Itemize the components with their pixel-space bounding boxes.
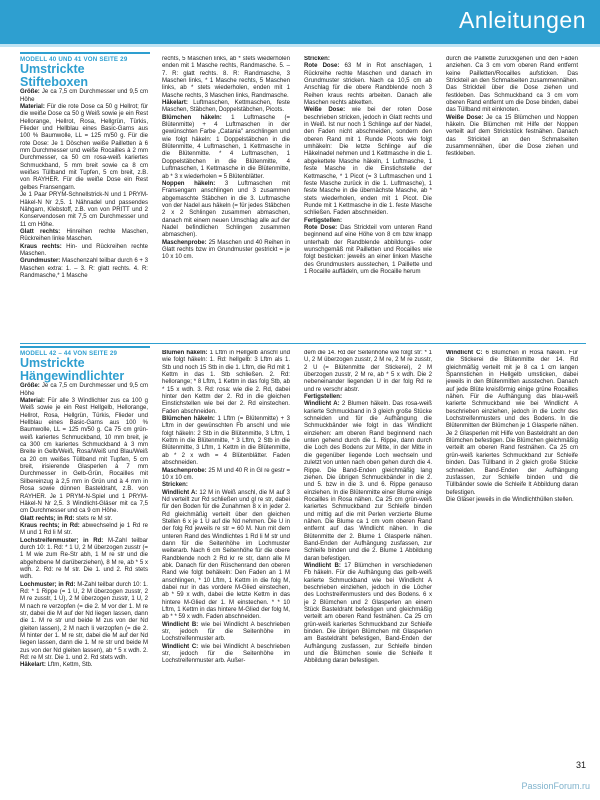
- paragraph: Weiße Dose: Je ca 15 Blümchen und Noppen häkeln. Die Blümchen mit Hilfe der Noppen verteilt auf dem Strickstück festnähen. Danach das Strickteil an den Schmalseiten zusammennähen, über die Dose ziehen und festkleben.: [446, 114, 578, 158]
- paragraph: Windlicht A: 2 Blumen häkeln. Das rosa-weiß karierte Schmuckband in 3 gleich große Stücke schneiden und für die Aufhängung die Schmuckbänder wie folgt in das Windlicht einziehen: am oberen Rand beginnend nach unten gehend durch die 1. Rippe, dann durch die Loch des Bodens zur Mitte, in der Mitte in die gegenüber liegende Loch wechseln und zuletzt von unten nach oben gehen durch die 4. Rippe. Die Band-Enden gleichmäßig lang ziehen. Die übrigen Schmuckbänder in die 2. und 5. bzw in die 3. und 6. Rippe genauso einziehen. In die Blütenmitte einer Blume einige Rocailles in Rosa nähen. Ca 25 cm grün-weiß kariertes Schmuckband zur Schleife binden und mittig auf die mit Perlen verzierte Blume nähen. Die Blume ca 1 cm vom oberen Rand entfernt auf das Windlicht nähen. In die Blütenmitte der 2. Blume 1 Glasperle nähen. Band-Enden der Aufhängung zusfassen, zur Schleife binden und die 2. Blume 1 Abbildung daran befestigen.: [304, 401, 432, 562]
- paragraph: Blümchen häkeln: 1 Luftmasche (= Blütenmitte) + 4 Luftmaschen in der gewünschten Farbe „Catania" anschlingen und wie folgt häkeln: 1 Doppelstäbchen in die Blütenmitte, 4 Luftmaschen, 1 Kettmasche in die Blütenmitte. * 4 Luftmaschen, 1 Doppelstäbchen in die Blütenmitte, 4 Luftmaschen, 1 Kettmasche in die Blütenmitte, ab * 3 x wiederholen = 5 Blütenblätter.: [162, 114, 290, 180]
- paragraph: Material: Für die rote Dose ca 50 g Hellrot; für die weiße Dose ca 50 g Weiß sowie je ein Rest Hellorange, Hellrot, Rosa, Hellgrün, Türkis, Flieder und Hellblau eines Basic-Garns aus 100 % Baumwolle, LL = 125 m/50 g. Für die rote Dose: Je 1 Döschen weiße Pailletten à 6 mm Durchmesser und weiße Rocailles à 2 mm Durchmesser, ca 50 cm rosa-weiß kariertes Schmuckband, 5 mm breit sowie ca 8 cm weißes Tüllband mit Tupfen, 5 cm breit, z.B. von RAYHER. Für die weiße Dose ein Rest gelbes Fransengarn.: [20, 104, 148, 191]
- paragraph: Kraus rechts; in Rd: abwechselnd je 1 Rd re M und 1 Rd li M str.: [20, 522, 148, 537]
- section2-column-2: [162, 350, 290, 755]
- paragraph: Die Gläser jeweils in die Windlichthüllen stellen.: [446, 496, 574, 503]
- paragraph: Noppen häkeln: 3 Luftmaschen mit Fransengarn anschlingen und 3 zusammen abgemaschte Stäbchen in die 3. Luftmasche von der Nadel aus häkeln (= für jedes Stäbchen 2 x 2 Schlingen zusammen abmaschen, danach mit einem neuen Umschlag alle auf der Nadel befindlichen Schlingen zusammen abmaschen).: [162, 180, 290, 239]
- section1-col2-text: [162, 56, 290, 262]
- page-title: Anleitungen: [459, 7, 586, 33]
- header-divider: [0, 44, 600, 47]
- paragraph: Windlicht C: wie bei Windlicht A beschrieben str, jedoch für die Seitenhöhe im Lochstreifenmuster arb. Außer-: [162, 643, 290, 665]
- paragraph: Rote Dose: 63 M in Rot anschlagen, 1 Rückreihe rechte Maschen und danach im Grundmuster stricken. Nach ca 10,5 cm ab Anschlag für die obere Randblende noch 3 Reihen kraus rechts arbeiten. Danach alle Maschen rechts abketten.: [304, 63, 432, 107]
- section2-column-4: [446, 350, 578, 755]
- paragraph: Größe: Je ca 7,5 cm Durchmesser und 9,5 cm Höhe: [20, 89, 148, 103]
- paragraph: Windlicht B: wie bei Windlicht A beschrieben str, jedoch für die Seitenhöhe im Lochstreifenmuster arb.: [162, 621, 290, 643]
- paragraph: Fertigstellen:: [304, 394, 342, 401]
- section1-title: Umstrickte Stifteboxen: [20, 62, 89, 90]
- paragraph: Fertigstellen:: [304, 217, 342, 224]
- paragraph: Je 1 Paar PRYM-Schnellstrick-N und 1 PRYM-Häkel-N Nr 2,5. 1 Nähnadel und passendes Nähgarn, Klebstoff, z.B. von von PRITT und 2 Konservendosen mit 7,5 cm Durchmesser und 11 cm Höhe.: [20, 192, 148, 228]
- paragraph: Windlicht B: 17 Blümchen in verschiedenen Fb häkeln. Für die Aufhängung das gelb-weiß karierte Schmuckband wie bei Windlicht A beschrieben einziehen, jedoch in die Löcher des Lochstreifenmusters und des Bodens. 6 x je 2 Blümchen und 2 Glasperlen an einem Stück Basteldraht befestigen und gleichmäßig verteilt am oberen Rand festnähen. Ca 25 cm grün-weiß kariertes Schmuckband zur Schleife binden. Die übrigen Blümchen mit Glasperlen am Basteldraht befestigen, Band-Enden der Aufhängung zusfassen, zur Schleife binden und die Blümchen sowie die Schleife lt Abbildung daran befestigen.: [304, 562, 432, 665]
- paragraph: dem die 14. Rd der Seitenhöhe wie folgt str: * 1 U, 2 M überzogen zusstr, 2 M re, 2 M re zusstr, 2 U (= Blütenmitte der Stickerei), 2 M überzogen zusstr, 2 M re, ab * 5 x wdh. Die 2 nebeneinander liegenden U in der folg Rd re und re verschr abstr.: [304, 350, 432, 393]
- section1-column-3: [304, 56, 432, 341]
- section2-title: Umstrickte Hängewindlichter: [20, 356, 125, 384]
- section1-col4-text: [446, 56, 578, 159]
- section2-accent-bar: [20, 346, 150, 348]
- section1-model-label: MODELL 40 UND 41 VON SEITE 29: [20, 56, 128, 63]
- paragraph: Weiße Dose: wie bei der roten Dose beschrieben stricken, jedoch in Glatt rechts und in Weiß. Ist nur noch 1 Schlinge auf der Nadel, den Faden nicht abschneiden, sondern den oberen Rand mit 1 Runde Picots wie folgt umhäkeln: Die letzte Schlinge auf die Häkelnadel nehmen und 1 Kettmasche in die 1. abgekettete Masche häkeln, 1 Luftmasche, 1 feste Masche in die Einstichstelle der Kettmasche, * 1 Picot (= 3 Luftmaschen und 1 feste Masche zurück in die 1. Luftmasche), 1 feste Masche in die übernächste Masche, ab * stets wiederholen, enden mit 1 Picot. Die Runde mit 1 Kettmasche in die 1. feste Masche schließen. Faden abschneiden.: [304, 107, 432, 217]
- section1-accent-bar: [20, 52, 150, 54]
- paragraph: Lochstreifenmuster; in Rd: M-Zahl teilbar durch 10: 1. Rd: * 1 U, 2 M überzogen zusstr (= 1 M wie zum Re-Str abh, 1 M re str und die abgehobene M darüberziehen), 8 M re, ab * 5 x wdh. 2. Rd: re M str. Die 1. und 2. Rd stets wdh.: [20, 537, 148, 581]
- section-divider: [20, 343, 586, 344]
- paragraph: Maschenprobe: 25 M und 40 R in Gl re gestr = 10 x 10 cm.: [162, 467, 290, 481]
- section2-column-1: [20, 350, 148, 755]
- section2-col2-text: [162, 350, 290, 666]
- section1-col3-text: [304, 56, 432, 276]
- paragraph: rechts, 5 Maschen links, ab * stets wiederholen enden mit 1 Masche rechts, Randmasche. 5. – 7. R: glatt rechts. 8. R: Randmasche, 3 Maschen links, * 1 Masche rechts, 5 Maschen links, ab * stets wiederholen, enden mit 1 Masche rechts, 3 Maschen links, Randmasche.: [162, 56, 290, 99]
- section2-col4-text: [446, 350, 578, 504]
- paragraph: Grundmuster: Maschenzahl teilbar durch 6 + 3 Maschen extra: 1. – 3. R: glatt rechts. 4. R: Randmasche,* 1 Masche: [20, 258, 148, 279]
- paragraph: Stricken:: [304, 56, 330, 62]
- paragraph: Windlicht A: 12 M in Weiß anschl, die M auf 3 Nd verteilt zur Rd schließen und gl re str, dabei für den Boden für die Zunahmen 8 x in jeder 2. Rd gleichmäßig verteilt über den gleichen Stellen 6 x je 1 U auf die Nd nehmen. Die U in der folg Rd jeweils re str = 60 M. Nun mit dem unteren Rand des Windlichtes 1 Rd li M str und dann für die Seitenhöhe im Lochmuster weiterarb. Nach 6 cm Seitenhöhe für die obere Randblende noch 2 Rd kr re str, dann alle M abk. Danach für den Rüschenrand den oberen Rand wie folgt behäkeln: Den Faden an 1 M anschlingen, * 10 Lftm, 1 Kettm in die folg M, dabei nur in das vordere M-Glied einstechen, ab * 59 x wdh, dabei die letzte Kettm in das hintere M-Glied der 1. M einstechen. * * 10 Lftm, 1 Kettm in das hintere M-Glied der folg M, ab * * 59 x wdh. Faden abschneiden.: [162, 489, 290, 621]
- paragraph: durch die Paillette zurückgehen und den Faden anziehen. Ca 3 cm vom oberen Rand entfernt keine Pailletten/Rocailles aufsticken. Das Strickteil an den Schmalseiten zusammennähen. Das Strickteil über die Dose ziehen und festkleben. Das Schmuckband ca 3 cm vom oberen Rand entfernt um die Dose binden, dabei das Tüllband mit einknoten.: [446, 56, 578, 114]
- paragraph: Häkelart: Lftm, Kettm, Stb.: [20, 662, 93, 669]
- paragraph: Blumen häkeln: 1 Lftm in Hellgelb anschl und wie folgt häkeln: 1. Rd: hellgelb: 3 Lftm als 1. Stb und noch 15 Stb in die 1. Lftm, die Rd mit 1 Kettm in das 1. Stb schließen. 2. Rd: hellorange; * 8 Lftm, 1 Kettm in das folg Stb, ab * 15 x wdh. 3. Rd: rosa: wie die 2. Rd, dabei hinter den Kettm der 2. Rd in die gleichen Einstichstellen wie bei der 2. Rd einstechen. Faden abschneiden.: [162, 350, 290, 415]
- paragraph: Größe: Je ca 7,5 cm Durchmesser und 9,5 cm Höhe: [20, 383, 148, 397]
- paragraph: Rote Dose: Das Strickteil vom unteren Rand beginnend auf eine Höhe von 8 cm bzw knapp unterhalb der Randblende abbildungs- oder wunschgemäß mit Pailletten und Rocailles wie folgt besticken: jeweils an einer linken Masche des Grundmusters ausstechen, 1 Paillette und 1 Rocaille auffädeln, um die Rocaille herum: [304, 224, 432, 275]
- watermark: PassionForum.ru: [521, 781, 590, 791]
- section2-model-label: MODELL 42 – 44 VON SEITE 29: [20, 350, 118, 357]
- paragraph: Windlicht C: 6 Blümchen in Rosa häkeln. Für die Stickerei die Blütenmitte der 14. Rd gleichmäßig verteilt mit je 8 ca 1 cm langen Spannstichen in Hellgelb umsticken, dabei jeweils in den Blütenmitten ausstechen. Danach auf jede Blüte kreisförmig einige grüne Rocailles nähen. Für die Aufhängung das blau-weiß karierte Schmuckband wie bei Windlicht A beschrieben einziehen, jedoch in die Lochr des Lochstreifenmusters und des Bodens. In die Blütenmitten der Blümchen je 1 Glasperle nähen. Je 2 Glasperlen mit Hilfe von Basteldraht an den Blümchen befestigen. Die Blümchen gleichmäßig verteilt am oberen Rand festnähen. Ca 25 cm grün-weiß kariertes Schmuckband zur Schleife binden. Das Tüllband in 2 gleich große Stücke schneiden. Band-Enden der Aufhängung zusfassen, zur Schleife binden und die Tüllbänder sowie die Schleife lt Abbildung daran befestigen.: [446, 350, 578, 496]
- section2-col1-text: [20, 383, 148, 669]
- paragraph: Glatt rechts; in Rd: stets re M str.: [20, 515, 113, 522]
- paragraph: Stricken:: [162, 482, 188, 489]
- paragraph: Material: Für alle 3 Windlichter zus ca 100 g Weiß sowie je ein Rest Hellgelb, Hellorange, Hellrot, Rosa, Hellgrün, Türkis, Flieder und Hellblau eines Basic-Garns aus 100 % Baumwolle, LL = 125 m/50 g. Ca 75 cm grün-weiß kariertes Schmuckband, 10 mm breit, je ca 300 cm kariertes Schmuckband à 3 mm Breite in Gelb/Weiß, Rosa/Weiß und Blau/Weiß ca 20 cm weißes Tüllband mit Tupfen, 5 cm breit, irisierende Glasperlen à 7 mm Durchmesser in Gelb-Grün, Rocailles mit Silbereinzug à 2,5 mm in Grün und à 4 mm in Rosa sowie dünnen Basteldraht, z.B. von RAYHER. Je 1 PRYM-N-Spiel und 1 PRYM-Häkel-N Nr 2,5. 3 Windlicht-Gläser mit ca 7,5 cm Durchmesser und ca 9 cm Höhe.: [20, 398, 148, 515]
- section2-col3-text: [304, 350, 432, 666]
- paragraph: Häkelart: Luftmaschen, Kettmaschen, feste Maschen, Stäbchen, Doppelstäbchen, Picots.: [162, 100, 290, 114]
- paragraph: Kraus rechts: Hin- und Rückreihen rechte Maschen.: [20, 243, 148, 257]
- page-number: 31: [575, 760, 586, 770]
- section2-column-3: [304, 350, 432, 755]
- paragraph: Glatt rechts: Hinreihen rechte Maschen, Rückreihen linke Maschen.: [20, 228, 148, 243]
- paragraph: Maschenprobe: 25 Maschen und 40 Reihen in Glatt rechts bzw im Grundmuster gestrickt = je 10 x 10 cm.: [162, 239, 290, 261]
- paragraph: Lochmuster; in Rd: M-Zahl teilbar durch 10: 1. Rd: * 1 Rippe (= 1 U, 2 M überzogen zusstr, 2 M re zusstr, 1 U), 2 M überzogen zusstr, 1 U, 2 M nach re verzopfen (= die 2. M vor der 1. M re str, dabei die M auf der Nd liegen lassen, dann die 1. M re str und beide M zus von der Nd gleiten lassen), 2 M nach li verzopfen (= die 2. M hinter der 1. M re str, dabei die M auf der Nd liegen lassen, dann die 1. M re str und beide M zus von der Nd gleiten lassen), ab * 5 x wdh. 2. Rd: re M str. Die 1. und 2. Rd stets wdh.: [20, 581, 148, 662]
- paragraph: Blümchen häkeln: 1 Lftm (= Blütenmitte) + 3 Lftm in der gewünschten Fb anschl und wie folgt häkeln: 2 Stb in die Blütenmitte, 3 Lftm, 1 Kettm in die Blütenmitte, * 3 Lftm, 2 Stb in die Blütenmitte, 3 Lftm, 1 Kettm in die Blütenmitte, ab * 2 x wdh = 4 Blütenblätter. Faden abschneiden.: [162, 416, 290, 467]
- section1-column-2: [162, 56, 290, 341]
- section1-column-4: [446, 56, 578, 341]
- section1-col1-text: [20, 89, 148, 280]
- section1-column-1: [20, 56, 148, 341]
